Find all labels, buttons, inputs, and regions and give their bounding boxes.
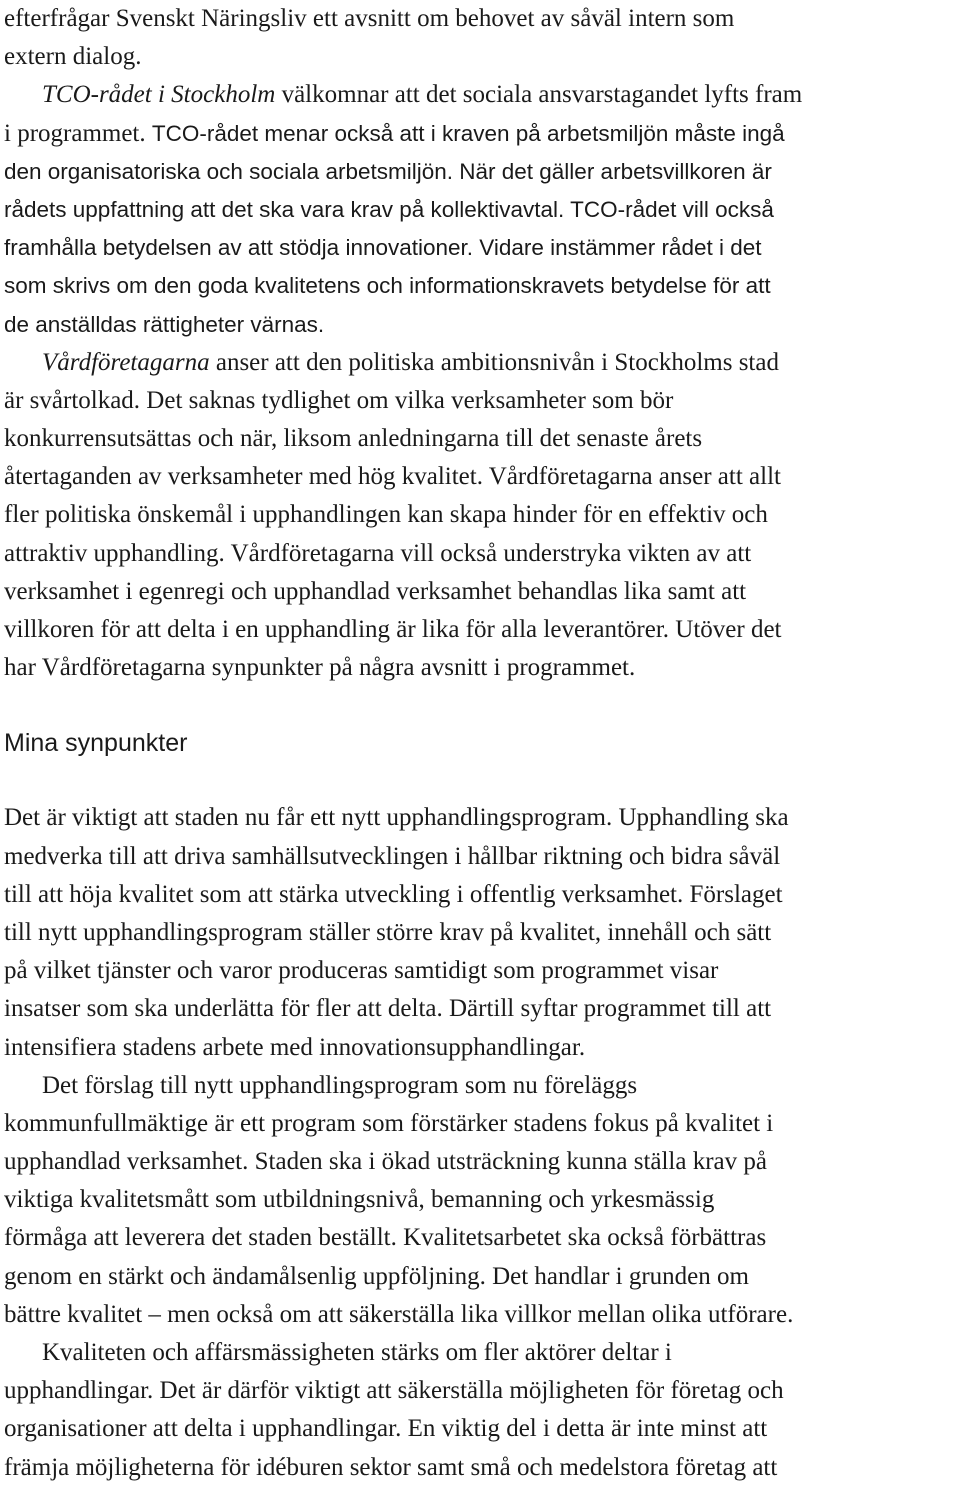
text-line: upphandlad verksamhet. Staden ska i ökad utsträckning kunna ställa krav på <box>4 1148 767 1176</box>
text-line: har Vårdföretagarna synpunkter på några avsnitt i programmet. <box>4 654 636 682</box>
text-line: till nytt upphandlingsprogram ställer större krav på kvalitet, innehåll och sätt <box>4 918 772 946</box>
paragraph-naringsliv <box>4 0 956 76</box>
section-heading: Mina synpunkter <box>4 729 188 758</box>
text-line: förmåga att leverera det staden beställt. Kvalitetsarbetet ska också förbättras <box>4 1224 767 1252</box>
text-line: intensifiera stadens arbete med innovationsupphandlingar. <box>4 1033 586 1061</box>
text-line: konkurrensutsättas och när, liksom anledningarna till det senaste årets <box>4 425 703 453</box>
paragraph-vardforetagarna <box>4 344 956 688</box>
text-line: insatser som ska underlätta för fler att delta. Därtill syftar programmet till att <box>4 995 772 1023</box>
text-line: den organisatoriska och sociala arbetsmiljön. När det gäller arbetsvillkoren är <box>4 158 772 184</box>
text-line: som skrivs om den goda kvalitetens och informationskravets betydelse för att <box>4 273 771 299</box>
text-line: på vilket tjänster och varor produceras samtidigt som programmet visar <box>4 957 719 985</box>
document-page <box>4 0 956 1487</box>
text-line: upphandlingar. Det är därför viktigt att säkerställa möjligheten för företag och <box>4 1377 784 1405</box>
text-line <box>4 115 956 153</box>
text-line: framhålla betydelsen av att stödja innovationer. Vidare instämmer rådet i det <box>4 235 762 261</box>
text-line: till att höja kvalitet som att stärka utveckling i offentlig verksamhet. Förslaget <box>4 880 783 908</box>
text-line: de anställdas rättigheter värnas. <box>4 311 325 337</box>
paragraph-tco <box>4 76 956 343</box>
text-line: efterfrågar Svenskt Näringsliv ett avsnitt om behovet av såväl intern som <box>4 5 735 32</box>
organization-name: TCO-rådet i Stockholm <box>42 81 276 109</box>
text-line: medverka till att driva samhällsutvecklingen i hållbar riktning och bidra såväl <box>4 842 781 870</box>
text-span: välkomnar att det sociala ansvarstagandet lyfts fram <box>275 81 803 109</box>
organization-name: Vårdföretagarna <box>42 348 210 376</box>
text-line <box>4 76 956 114</box>
text-line: viktiga kvalitetsmått som utbildningsnivå, bemanning och yrkesmässig <box>4 1186 715 1214</box>
text-line: återtaganden av verksamheter med hög kvalitet. Vårdföretagarna anser att allt <box>4 463 781 491</box>
text-span: TCO-rådet menar också att i kraven på arbetsmiljön måste ingå <box>151 120 785 146</box>
text-line: Kvaliteten och affärsmässigheten stärks om fler aktörer deltar i <box>42 1339 672 1366</box>
text-line <box>4 344 956 382</box>
text-line: är svårtolkad. Det saknas tydlighet om vilka verksamheter som bör <box>4 386 674 414</box>
text-line: organisationer att delta i upphandlingar. En viktig del i detta är inte minst att <box>4 1415 768 1443</box>
text-line: extern dialog. <box>4 43 142 71</box>
text-line: Det förslag till nytt upphandlingsprogram som nu föreläggs <box>42 1071 638 1099</box>
text-line: fler politiska önskemål i upphandlingen kan skapa hinder för en effektiv och <box>4 501 768 529</box>
text-line: verksamhet i egenregi och upphandlad verksamhet behandlas lika samt att <box>4 577 747 605</box>
text-line: bättre kvalitet – men också om att säkerställa lika villkor mellan olika utförare. <box>4 1300 794 1328</box>
text-line: främja möjligheterna för idéburen sektor samt små och medelstora företag att <box>4 1453 778 1481</box>
text-line: rådets uppfattning att det ska vara krav på kollektivavtal. TCO-rådet vill också <box>4 196 774 222</box>
text-line: kommunfullmäktige är ett program som förstärker stadens fokus på kvalitet i <box>4 1109 774 1137</box>
text-line: genom en stärkt och ändamålsenlig uppföljning. Det handlar i grunden om <box>4 1262 749 1290</box>
text-span: anser att den politiska ambitionsnivån i Stockholms stad <box>209 348 779 376</box>
text-line: attraktiv upphandling. Vårdföretagarna vill också understryka vikten av att <box>4 539 752 567</box>
paragraph-synpunkter-2 <box>4 1067 956 1334</box>
text-span: i programmet. <box>4 119 152 147</box>
text-line: Det är viktigt att staden nu får ett nytt upphandlingsprogram. Upphandling ska <box>4 804 789 832</box>
paragraph-synpunkter-3 <box>4 1334 956 1487</box>
text-line: villkoren för att delta i en upphandling är lika för alla leverantörer. Utöver det <box>4 616 782 643</box>
paragraph-synpunkter-1 <box>4 799 956 1066</box>
